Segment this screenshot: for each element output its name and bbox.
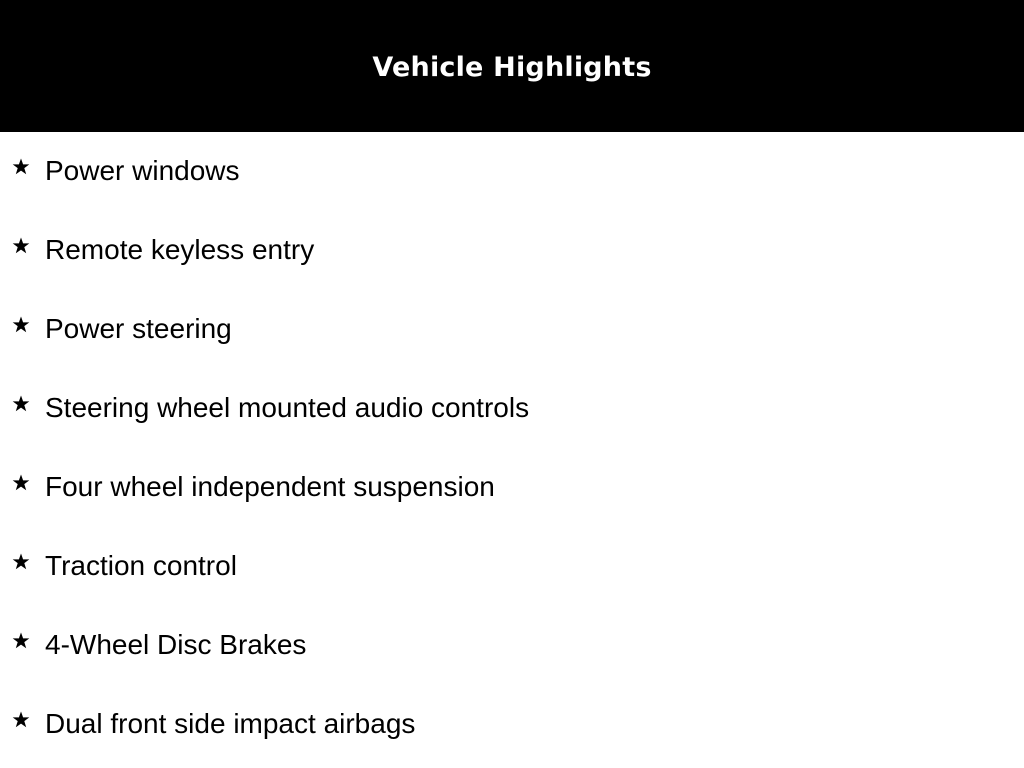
list-item-label: Traction control bbox=[45, 550, 237, 581]
page-title: Vehicle Highlights bbox=[372, 51, 652, 83]
list-item bbox=[0, 369, 1024, 448]
list-item-label: Steering wheel mounted audio controls bbox=[45, 392, 530, 423]
list-item-label: Dual front side impact airbags bbox=[45, 708, 416, 739]
list-item bbox=[0, 211, 1024, 290]
star-icon bbox=[11, 236, 31, 256]
star-icon bbox=[11, 631, 31, 651]
list-item bbox=[0, 448, 1024, 527]
list-item-label: Four wheel independent suspension bbox=[45, 471, 495, 502]
list-item-label: Power steering bbox=[45, 313, 232, 344]
highlights-list bbox=[0, 132, 1024, 764]
star-icon bbox=[11, 473, 31, 493]
star-icon bbox=[11, 394, 31, 414]
list-item-label: Remote keyless entry bbox=[45, 234, 315, 265]
star-icon bbox=[11, 157, 31, 177]
list-item bbox=[0, 527, 1024, 606]
star-icon bbox=[11, 710, 31, 730]
list-item bbox=[0, 606, 1024, 685]
list-item bbox=[0, 290, 1024, 369]
list-item bbox=[0, 685, 1024, 764]
star-icon bbox=[11, 552, 31, 572]
header-bar bbox=[0, 0, 1024, 132]
list-item-label: 4-Wheel Disc Brakes bbox=[45, 629, 307, 660]
list-item bbox=[0, 132, 1024, 211]
star-icon bbox=[11, 315, 31, 335]
list-item-label: Power windows bbox=[45, 155, 240, 186]
